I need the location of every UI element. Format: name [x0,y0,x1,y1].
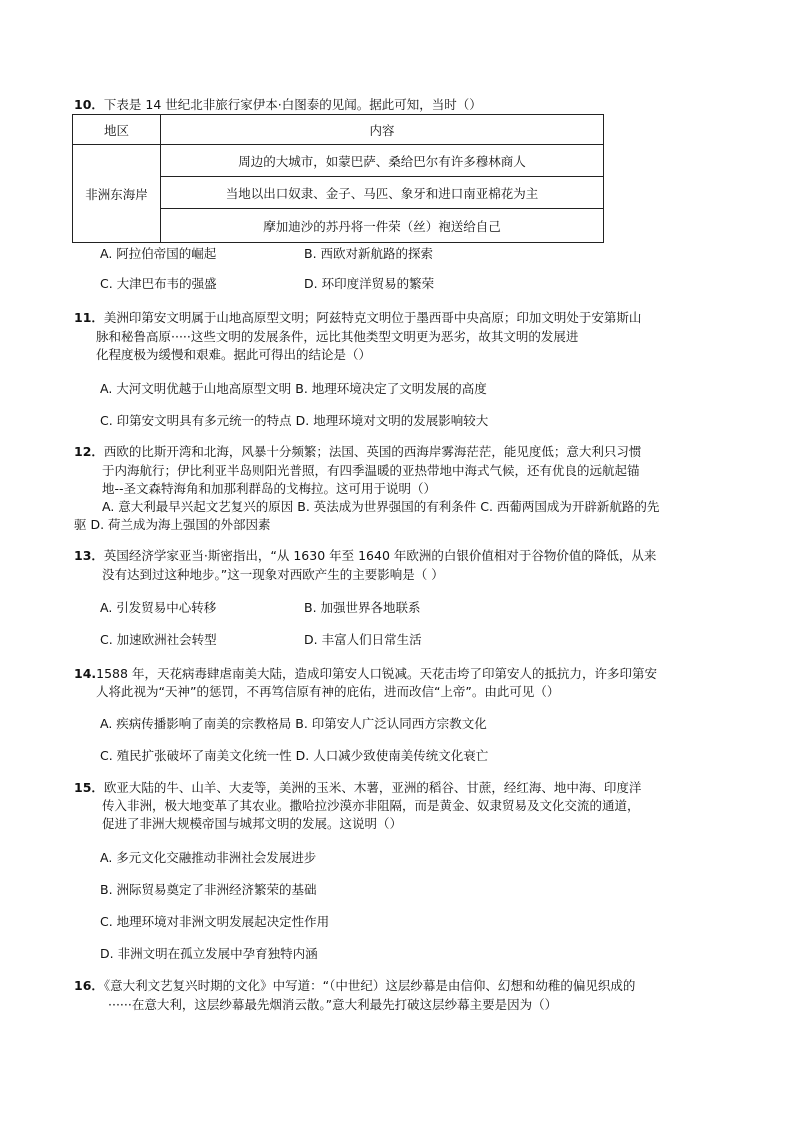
q10-option-b: B. 西欧对新航路的探索 [304,246,434,261]
q13-option-a: A. 引发贸易中心转移 [100,600,217,615]
q10-stem [74,97,482,113]
q11-text-1: 美洲印第安文明属于山地高原型文明；阿兹特克文明位于墨西哥中央高原；印加文明处于安第斯山 [103,310,642,325]
table-header-region: 地区 [73,115,161,145]
q13-text-1: 英国经济学家亚当·斯密指出，“从 1630 年至 1640 年欧洲的白银价值相对于谷物价值的降低，从来 [103,548,657,563]
q16-line-2: ······在意大利，这层纱幕最先烟消云散。”意大利最先打破这层纱幕主要是因为（） [108,997,558,1012]
table-region-cell: 非洲东海岸 [73,145,161,243]
q12-line-2: 于内海航行；伊比利亚半岛则阳光普照，有四季温暖的亚热带地中海式气候，还有优良的远航起锚 [102,463,640,478]
q13-option-c: C. 加速欧洲社会转型 [100,632,217,647]
q15-option-b: B. 洲际贸易奠定了非洲经济繁荣的基础 [100,882,317,897]
q14-options-2: C. 殖民扩张破坏了南美文化统一性 D. 人口减少致使南美传统文化衰亡 [100,748,489,763]
q11-line-1 [74,310,641,326]
q12-text-1: 西欧的比斯开湾和北海，风暴十分频繁；法国、英国的西海岸雾海茫茫，能见度低；意大利只习惯 [103,444,642,459]
q15-option-c: C. 地理环境对非洲文明发展起决定性作用 [100,914,330,929]
q10-option-c: C. 大津巴布韦的强盛 [100,276,217,291]
q15-number: 15． [74,780,104,795]
q10-option-a: A. 阿拉伯帝国的崛起 [100,246,217,261]
q15-option-a: A. 多元文化交融推动非洲社会发展进步 [100,850,317,865]
q11-line-2: 脉和秘鲁高原·····这些文明的发展条件，远比其他类型文明更为恶劣，故其文明的发展进 [96,329,579,344]
table-row: 周边的大城市，如蒙巴萨、桑给巴尔有许多穆林商人 [161,145,604,177]
table-header-content: 内容 [161,115,604,145]
q13-line-1 [74,548,656,564]
q12-number: 12． [74,444,104,459]
q11-number: 11． [74,310,104,325]
q10-option-d: D. 环印度洋贸易的繁荣 [304,276,435,291]
q12-options-2: 驱 D. 荷兰成为海上强国的外部因素 [74,517,271,532]
q12-options-1: A. 意大利最早兴起文艺复兴的原因 B. 英法成为世界强国的有利条件 C. 西葡两国成为开辟新航路的先 [102,499,660,514]
q13-number: 13． [74,548,104,563]
q16-line-1 [74,978,635,994]
q15-line-1 [74,780,641,796]
q12-line-1 [74,444,641,460]
q15-line-3: 促进了非洲大规模帝国与城邦文明的发展。这说明（） [102,816,403,831]
q14-options-1: A. 疾病传播影响了南美的宗教格局 B. 印第安人广泛认同西方宗教文化 [100,716,487,731]
table-row: 摩加迪沙的苏丹将一件荣（丝）袍送给自己 [161,209,604,243]
q14-line-2: 人将此视为“天神”的惩罚，不再笃信原有神的庇佑，进而改信“上帝”。由此可见（） [96,684,560,699]
q11-options-2: C. 印第安文明具有多元统一的特点 D. 地理环境对文明的发展影响较大 [100,413,489,428]
q13-option-d: D. 丰富人们日常生活 [304,632,422,647]
q12-line-3: 地--圣文森特海角和加那利群岛的戈梅拉。这可用于说明（） [102,481,437,496]
q14-text-1: 1588 年，天花病毒肆虐南美大陆，造成印第安人口锐减。天花击垮了印第安人的抵抗力，许多印第安 [96,666,657,681]
q15-option-d: D. 非洲文明在孤立发展中孕育独特内涵 [100,946,318,961]
q14-number: 14. [74,666,97,681]
q11-line-3: 化程度极为缓慢和艰难。据此可得出的结论是（） [96,347,372,362]
q14-line-1 [74,666,657,682]
q10-table [72,114,604,243]
q16-text-1: 《意大利文艺复兴时期的文化》中写道：“（中世纪）这层纱幕是由信仰、幻想和幼稚的偏见织成的 [103,978,636,993]
q16-number: 16． [74,978,104,993]
q13-line-2: 没有达到过这种地步。”这一现象对西欧产生的主要影响是（ ） [102,567,444,582]
q15-text-1: 欧亚大陆的牛、山羊、大麦等，美洲的玉米、木薯，亚洲的稻谷、甘蔗，经红海、地中海、印度洋 [103,780,642,795]
q13-option-b: B. 加强世界各地联系 [304,600,421,615]
q15-line-2: 传入非洲，极大地变革了其农业。撒哈拉沙漠亦非阻隔，而是黄金、奴隶贸易及文化交流的通道， [102,798,640,813]
table-row: 当地以出口奴隶、金子、马匹、象牙和进口南亚棉花为主 [161,177,604,209]
q10-text: 下表是 14 世纪北非旅行家伊本·白图泰的见闻。据此可知，当时（） [103,97,482,112]
q11-options-1: A. 大河文明优越于山地高原型文明 B. 地理环境决定了文明发展的高度 [100,381,487,396]
q10-number: 10． [74,97,104,112]
